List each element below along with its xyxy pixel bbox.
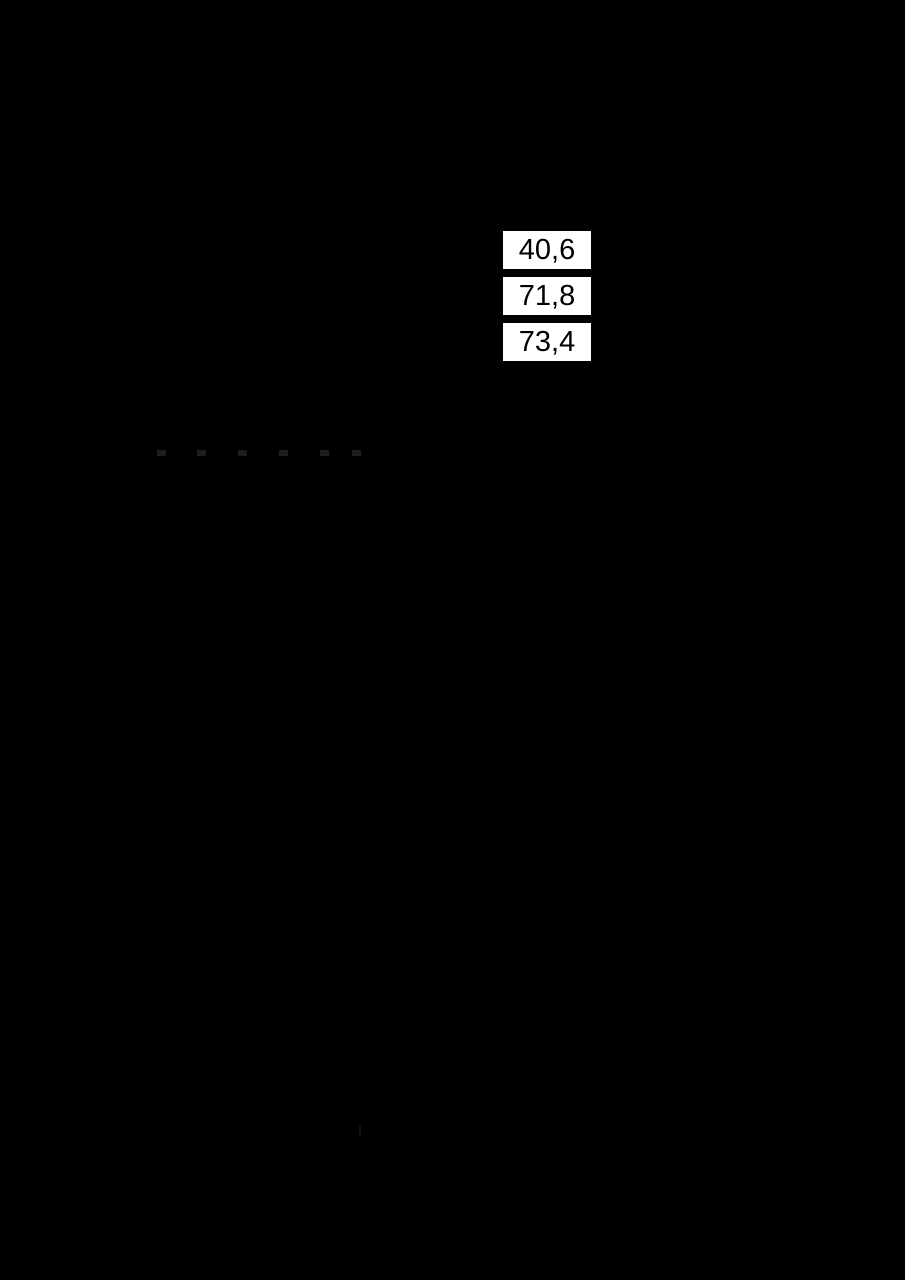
axis-tick-mark (320, 450, 329, 456)
axis-tick-mark (197, 450, 206, 456)
axis-tick-mark (157, 450, 166, 456)
data-value-label: 73,4 (503, 323, 591, 361)
data-value-label: 40,6 (503, 231, 591, 269)
axis-tick-mark (352, 450, 361, 456)
footer-mark (359, 1126, 361, 1135)
axis-tick-mark (279, 450, 288, 456)
data-value-label: 71,8 (503, 277, 591, 315)
axis-tick-mark (238, 450, 247, 456)
